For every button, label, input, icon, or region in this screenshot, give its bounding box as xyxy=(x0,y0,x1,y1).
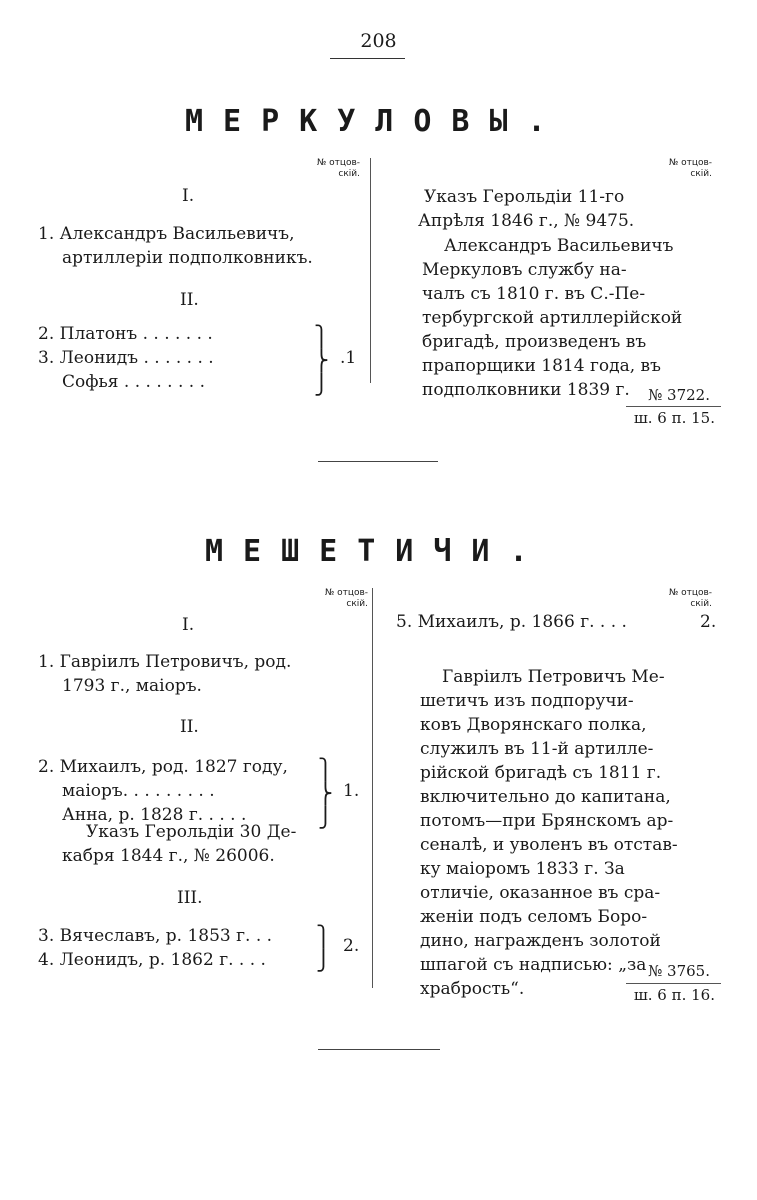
generation-roman-2: II. xyxy=(180,290,199,310)
section-title-merkulovy: МЕРКУЛОВЫ. xyxy=(185,104,566,139)
ukaz-text xyxy=(62,820,296,868)
col-header-line: скій. xyxy=(690,169,712,179)
gen2-entries xyxy=(38,755,288,827)
text-line: ковъ Дворянскаго полка, xyxy=(420,715,647,735)
reference-rule xyxy=(626,406,721,407)
text-line: шетичъ изъ подпоручи- xyxy=(420,691,634,711)
col-header-line: № отцов- xyxy=(668,588,712,598)
text-line: потомъ—при Брянскомъ ар- xyxy=(420,811,674,831)
text-line: рійской бригадѣ съ 1811 г. xyxy=(420,763,662,783)
text-line: Апрѣля 1846 г., № 9475. xyxy=(418,211,635,231)
column-divider xyxy=(372,588,373,988)
text-line: прапорщики 1814 года, въ xyxy=(422,356,661,376)
generation-roman-3: III. xyxy=(177,888,203,908)
reference-sheet: ш. 6 п. 16. xyxy=(633,986,715,1004)
entry-1 xyxy=(38,222,313,270)
column-divider xyxy=(370,158,371,383)
reference-number: № 3722. xyxy=(648,386,710,404)
reference-rule xyxy=(626,983,721,984)
entry-line: 1793 г., маіоръ. xyxy=(62,676,202,696)
entry-line: 3. Леонидъ . . . . . . . xyxy=(38,348,214,368)
parent-number: 2. xyxy=(700,612,717,632)
page-number-rule xyxy=(330,58,405,59)
text-line: дино, награжденъ золотой xyxy=(420,931,661,951)
text-line: шпагой съ надписью: „за xyxy=(420,955,647,975)
entry-line: 1. Александръ Васильевичъ, xyxy=(38,224,295,244)
entry-line: Анна, р. 1828 г. . . . . xyxy=(62,805,247,825)
column-header-left xyxy=(278,588,368,610)
text-line: включительно до капитана, xyxy=(420,787,671,807)
generation-roman-2: II. xyxy=(180,717,199,737)
text-line: кабря 1844 г., № 26006. xyxy=(62,846,275,866)
column-header-right xyxy=(622,588,712,610)
col-header-line: № отцов- xyxy=(324,588,368,598)
parent-number: .1 xyxy=(340,348,357,368)
entry-line: Софья . . . . . . . . xyxy=(62,372,205,392)
text-line: тербургской артиллерійской xyxy=(422,308,683,328)
text-line: Гавріилъ Петровичъ Ме- xyxy=(442,667,665,687)
col-header-line: скій. xyxy=(690,599,712,609)
ukaz-text xyxy=(420,185,634,233)
biography-text xyxy=(422,234,682,402)
text-line: Указъ Герольдіи 11-го xyxy=(424,187,625,207)
col-header-line: № отцов- xyxy=(316,158,360,168)
generation-roman-1: I. xyxy=(182,615,195,635)
parent-number: 1. xyxy=(343,781,360,801)
gen2-entries xyxy=(38,322,214,394)
text-line: ку маіоромъ 1833 г. За xyxy=(420,859,625,879)
gen3-entries xyxy=(38,924,272,972)
brace: ⎫ ⎭ xyxy=(316,924,331,972)
section-title-meshetichi: МЕШЕТИЧИ. xyxy=(205,534,548,569)
text-line: сеналѣ, и уволенъ въ отстав- xyxy=(420,835,678,855)
entry-line: 2. Михаилъ, род. 1827 году, xyxy=(38,757,288,777)
entry-line: 2. Платонъ . . . . . . . xyxy=(38,324,213,344)
text-line: чалъ съ 1810 г. въ С.-Пе- xyxy=(422,284,646,304)
text-line: Александръ Васильевичъ xyxy=(444,236,674,256)
column-header-left xyxy=(270,158,360,180)
section-separator xyxy=(318,1049,440,1050)
col-header-line: скій. xyxy=(346,599,368,609)
entry-1 xyxy=(38,650,291,698)
reference-number: № 3765. xyxy=(648,962,710,980)
entry-line: 4. Леонидъ, р. 1862 г. . . . xyxy=(38,950,266,970)
page-number: 208 xyxy=(360,30,397,52)
text-line: бригадѣ, произведенъ въ xyxy=(422,332,647,352)
entry-line: 3. Вячеславъ, р. 1853 г. . . xyxy=(38,926,273,946)
entry-5: 5. Михаилъ, р. 1866 г. . . . xyxy=(396,612,627,632)
col-header-line: № отцов- xyxy=(668,158,712,168)
parent-number: 2. xyxy=(343,936,360,956)
brace: ⎫ ⎬ ⎭ xyxy=(318,757,333,829)
entry-line: маіоръ. . . . . . . . . xyxy=(62,781,215,801)
col-header-line: скій. xyxy=(338,169,360,179)
text-line: женіи подъ селомъ Боро- xyxy=(420,907,648,927)
text-line: Указъ Герольдіи 30 Де- xyxy=(86,822,297,842)
text-line: Меркуловъ службу на- xyxy=(422,260,627,280)
entry-line: артиллеріи подполковникъ. xyxy=(62,248,313,268)
biography-text xyxy=(420,665,678,1001)
text-line: служилъ въ 11-й артилле- xyxy=(420,739,654,759)
text-line: отличіе, оказанное въ сра- xyxy=(420,883,661,903)
column-header-right xyxy=(622,158,712,180)
brace: ⎫ ⎬ ⎭ xyxy=(314,324,329,396)
section-separator xyxy=(318,461,438,462)
reference-sheet: ш. 6 п. 15. xyxy=(633,409,715,427)
text-line: подполковники 1839 г. xyxy=(422,380,630,400)
entry-line: 1. Гавріилъ Петровичъ, род. xyxy=(38,652,292,672)
generation-roman-1: I. xyxy=(182,186,195,206)
text-line: храбрость“. xyxy=(420,979,525,999)
